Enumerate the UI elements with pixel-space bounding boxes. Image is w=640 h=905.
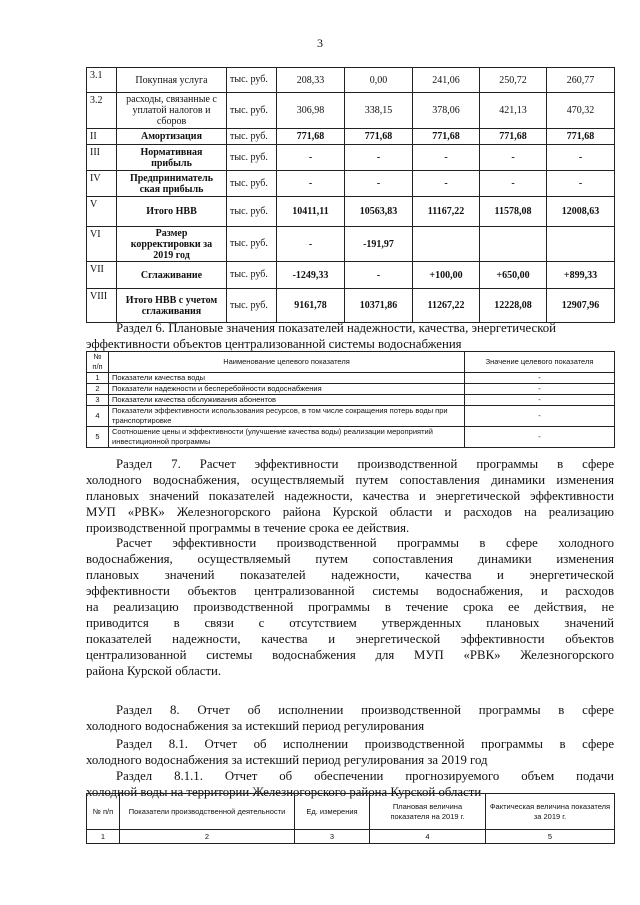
indicator-number-cell: 5 xyxy=(87,427,109,448)
indicator-value-cell: - xyxy=(465,406,615,427)
indicator-number-cell: 4 xyxy=(87,406,109,427)
row-number-cell: IV xyxy=(87,171,117,197)
value-cell: 208,33 xyxy=(277,68,345,93)
indicator-value-cell: - xyxy=(465,427,615,448)
unit-cell: тыс. руб. xyxy=(227,93,277,129)
value-cell: - xyxy=(277,227,345,262)
value-cell: 0,00 xyxy=(345,68,413,93)
value-cell: - xyxy=(345,262,413,289)
indicator-name-cell: Показатели качества обслуживания абонентов xyxy=(109,395,465,406)
header-cell: Ед. измерения xyxy=(295,794,370,830)
value-cell: 771,68 xyxy=(345,129,413,145)
column-number-cell: 3 xyxy=(295,830,370,844)
value-cell: 771,68 xyxy=(480,129,547,145)
indicator-number-cell: 1 xyxy=(87,373,109,384)
col-value-header: Значение целевого показателя xyxy=(465,352,615,373)
indicator-name-cell: Показатели эффективности использования ресурсов, в том числе сокращения потерь воды при транспортировке xyxy=(109,406,465,427)
value-cell: 9161,78 xyxy=(277,289,345,323)
row-number-cell: V xyxy=(87,197,117,227)
column-number-cell: 2 xyxy=(120,830,295,844)
indicator-name-cell: Соотношение цены и эффективности (улучшение качества воды) реализации мероприятий инвестиционной программы xyxy=(109,427,465,448)
value-cell: -1249,33 xyxy=(277,262,345,289)
value-cell: +650,00 xyxy=(480,262,547,289)
header-cell: Показатели производственной деятельности xyxy=(120,794,295,830)
table-row xyxy=(87,395,615,406)
table-row xyxy=(87,171,615,197)
row-name-cell: Нормативная прибыль xyxy=(117,145,227,171)
row-name-cell: Размер корректировки за 2019 год xyxy=(117,227,227,262)
table-row xyxy=(87,129,615,145)
target-indicators-table xyxy=(86,351,615,448)
value-cell: 11267,22 xyxy=(413,289,480,323)
col-num-header: № п/п xyxy=(87,352,109,373)
value-cell: 421,13 xyxy=(480,93,547,129)
unit-cell: тыс. руб. xyxy=(227,197,277,227)
value-cell: 338,15 xyxy=(345,93,413,129)
value-cell: - xyxy=(345,171,413,197)
unit-cell: тыс. руб. xyxy=(227,171,277,197)
table-row xyxy=(87,427,615,448)
value-cell xyxy=(413,227,480,262)
indicator-name-cell: Показатели надежности и бесперебойности водоснабжения xyxy=(109,384,465,395)
value-cell: 11167,22 xyxy=(413,197,480,227)
unit-cell: тыс. руб. xyxy=(227,68,277,93)
row-number-cell: II xyxy=(87,129,117,145)
indicator-name-cell: Показатели качества воды xyxy=(109,373,465,384)
value-cell: - xyxy=(480,145,547,171)
row-number-cell: 3.2 xyxy=(87,93,117,129)
value-cell: 12008,63 xyxy=(547,197,615,227)
row-name-cell: Сглаживание xyxy=(117,262,227,289)
value-cell: - xyxy=(480,171,547,197)
table-row xyxy=(87,197,615,227)
value-cell: - xyxy=(413,145,480,171)
row-name-cell: Покупная услуга xyxy=(117,68,227,93)
table-row xyxy=(87,262,615,289)
value-cell: - xyxy=(345,145,413,171)
table-row xyxy=(87,289,615,323)
column-number-cell: 1 xyxy=(87,830,120,844)
table-row xyxy=(87,384,615,395)
row-name-cell: Итого НВВ с учетом сглаживания xyxy=(117,289,227,323)
production-report-table xyxy=(86,793,615,844)
row-number-cell: 3.1 xyxy=(87,68,117,93)
indicator-number-cell: 3 xyxy=(87,395,109,406)
value-cell: - xyxy=(547,145,615,171)
value-cell: 10563,83 xyxy=(345,197,413,227)
row-number-cell: VI xyxy=(87,227,117,262)
section-8-1-heading: Раздел 8.1. Отчет об исполнении производственной программы в сфере холодного водоснабжения за истекший период регулирования за 2019 год xyxy=(86,737,614,767)
table-row xyxy=(87,68,615,93)
value-cell: - xyxy=(547,171,615,197)
value-cell: 10371,86 xyxy=(345,289,413,323)
table-row xyxy=(87,93,615,129)
page-number: 3 xyxy=(317,36,323,50)
value-cell: 771,68 xyxy=(277,129,345,145)
header-cell: Фактическая величина показателя за 2019 г. xyxy=(486,794,615,830)
section-6-heading: Раздел 6. Плановые значения показателей надежности, качества, энергетической эффективности объектов централизованной системы водоснабжения xyxy=(86,321,557,351)
row-name-cell: Итого НВВ xyxy=(117,197,227,227)
value-cell: 378,06 xyxy=(413,93,480,129)
column-number-cell: 5 xyxy=(486,830,615,844)
calculation-paragraph: Расчет эффективности производственной программы в сфере холодного водоснабжения, осуществляемый путем сопоставления динамики изменения плановых значений показателей надежности, качества и энергетической эффективности объектов централизованной системы водоснабжения, и расходов на реализацию производственной программы в течение срока ее действия, не приводится в связи с отсутствием утвержденных плановых значений показателей надежности, качества и энергетической эффективности объектов централизованной системы водоснабжения для МУП «РВК» Железногорского района Курской области. xyxy=(86,536,614,678)
section-8-1-1-heading: Раздел 8.1.1. Отчет об обеспечении прогнозируемого объем подачи холодной воды на территории Железногорского района Курской области xyxy=(86,769,614,799)
unit-cell: тыс. руб. xyxy=(227,262,277,289)
value-cell: - xyxy=(413,171,480,197)
indicator-number-cell: 2 xyxy=(87,384,109,395)
value-cell: 12228,08 xyxy=(480,289,547,323)
row-name-cell: Амортизация xyxy=(117,129,227,145)
table-row xyxy=(87,227,615,262)
value-cell: 10411,11 xyxy=(277,197,345,227)
row-number-cell: VII xyxy=(87,262,117,289)
column-number-cell: 4 xyxy=(370,830,486,844)
value-cell: -191,97 xyxy=(345,227,413,262)
table-row xyxy=(87,373,615,384)
indicator-value-cell: - xyxy=(465,384,615,395)
value-cell: - xyxy=(277,145,345,171)
value-cell: 260,77 xyxy=(547,68,615,93)
unit-cell: тыс. руб. xyxy=(227,289,277,323)
header-cell: Плановая величина показателя на 2019 г. xyxy=(370,794,486,830)
value-cell: +899,33 xyxy=(547,262,615,289)
value-cell: 250,72 xyxy=(480,68,547,93)
row-number-cell: VIII xyxy=(87,289,117,323)
value-cell: 306,98 xyxy=(277,93,345,129)
value-cell: 771,68 xyxy=(547,129,615,145)
row-name-cell: расходы, связанные с уплатой налогов и сборов xyxy=(117,93,227,129)
value-cell: 771,68 xyxy=(413,129,480,145)
value-cell: +100,00 xyxy=(413,262,480,289)
value-cell: 470,32 xyxy=(547,93,615,129)
indicator-value-cell: - xyxy=(465,395,615,406)
section-7-paragraph: Раздел 7. Расчет эффективности производственной программы в сфере холодного водоснабжения, осуществляемый путем сопоставления динамики изменения плановых значений показателей надежности, качества и энергетической эффективности МУП «РВК» Железногорского района Курской области и расходов на реализацию производственной программы в течение срока ее действия. xyxy=(86,457,614,535)
unit-cell: тыс. руб. xyxy=(227,227,277,262)
value-cell: - xyxy=(277,171,345,197)
col-name-header: Наименование целевого показателя xyxy=(109,352,465,373)
nvv-table xyxy=(86,67,615,323)
section-8-heading: Раздел 8. Отчет об исполнении производственной программы в сфере холодного водоснабжения за истекший период регулирования xyxy=(86,703,614,733)
value-cell: 241,06 xyxy=(413,68,480,93)
header-cell: № п/п xyxy=(87,794,120,830)
unit-cell: тыс. руб. xyxy=(227,145,277,171)
unit-cell: тыс. руб. xyxy=(227,129,277,145)
indicator-value-cell: - xyxy=(465,373,615,384)
value-cell xyxy=(480,227,547,262)
value-cell: 11578,08 xyxy=(480,197,547,227)
table-row xyxy=(87,406,615,427)
table-row xyxy=(87,145,615,171)
row-name-cell: Предприниматель ская прибыль xyxy=(117,171,227,197)
value-cell xyxy=(547,227,615,262)
row-number-cell: III xyxy=(87,145,117,171)
value-cell: 12907,96 xyxy=(547,289,615,323)
